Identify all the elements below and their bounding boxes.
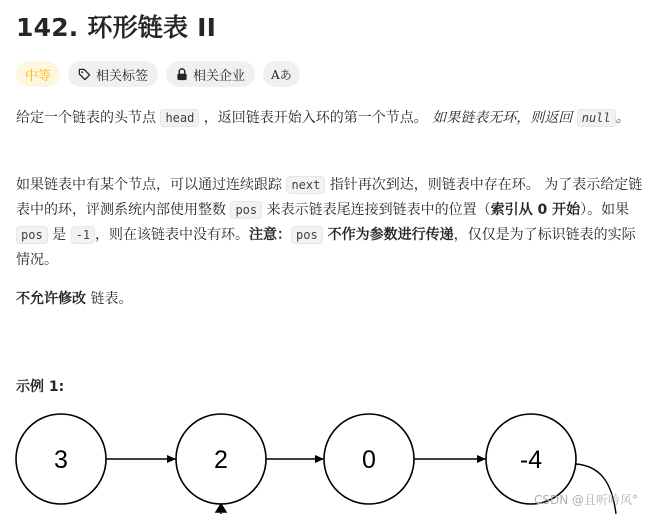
description-paragraph-2 [16, 173, 644, 273]
description-paragraph-1 [16, 106, 644, 131]
text: 来表示链表尾连接到链表中的位置（ [262, 202, 491, 218]
tag-bar [16, 61, 300, 87]
node-value: 3 [54, 446, 68, 474]
text: ）。如果 [580, 202, 630, 218]
cycle-arrow-head [216, 504, 226, 514]
text: ，仅仅是为了标识链表的实际情况。 [16, 227, 636, 268]
text: 是 [47, 227, 71, 243]
bold-text: 注意： [249, 227, 292, 243]
node-1 [176, 414, 266, 504]
node-value: 0 [362, 446, 376, 474]
tag-icon [78, 68, 91, 81]
bold-text: 不作为参数进行传递 [322, 227, 454, 243]
problem-title: 142. 环形链表 II [16, 13, 217, 42]
example-title: 示例 1: [16, 379, 65, 395]
code-minus-one: -1 [71, 226, 95, 244]
font-icon: Aあ [271, 67, 292, 82]
related-companies-button[interactable] [166, 61, 255, 87]
text: 如果链表中有某个节点，可以通过连续跟踪 [16, 177, 287, 193]
description-paragraph-3 [16, 287, 644, 312]
code-pos: pos [291, 226, 323, 244]
difficulty-label: 中等 [25, 68, 52, 84]
text: 链表。 [86, 291, 133, 307]
node-2 [324, 414, 414, 504]
related-companies-label: 相关企业 [193, 68, 246, 84]
lock-icon [176, 68, 188, 81]
font-setting-button[interactable] [263, 61, 300, 87]
bold-text: 不允许修改 [16, 291, 86, 307]
text: 指针再次到达，则链表中存在环。 为了表示给定链表中的环，评测系统内部使用整数 [16, 177, 643, 218]
node-0 [16, 414, 106, 504]
related-tags-button[interactable] [68, 61, 158, 87]
code-next: next [286, 176, 325, 194]
bold-text: 索引从 0 开始 [490, 202, 581, 218]
watermark: CSDN @且听吟风° [533, 493, 638, 507]
text: ，返回链表开始入环的第一个节点。 [199, 110, 433, 126]
text: 给定一个链表的头节点 [16, 110, 161, 126]
related-tags-label: 相关标签 [96, 68, 149, 84]
code-head: head [160, 109, 199, 127]
code-pos: pos [230, 201, 262, 219]
node-value: 2 [214, 446, 228, 474]
difficulty-badge[interactable] [16, 61, 60, 87]
node-value: -4 [519, 446, 543, 474]
text: ，则在该链表中没有环。 [95, 227, 250, 243]
italic-text: 如果链表无环，则返回 [432, 110, 577, 126]
italic-text: 。 [615, 110, 630, 126]
code-pos: pos [16, 226, 48, 244]
code-null: null [577, 109, 616, 127]
